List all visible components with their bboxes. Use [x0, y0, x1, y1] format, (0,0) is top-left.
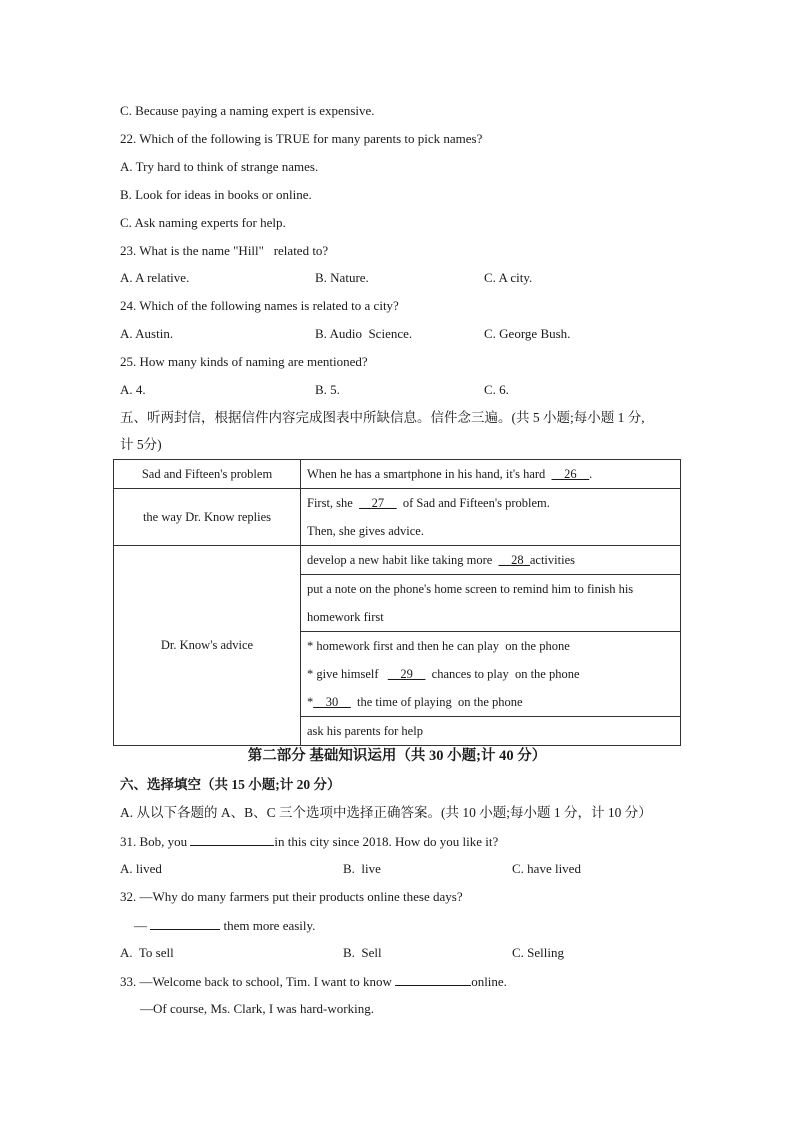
section6-title: 六、选择填空（共 15 小题;计 20 分）	[120, 777, 341, 792]
q24-option-c: C. George Bush.	[484, 326, 571, 341]
q31-blank	[190, 833, 274, 846]
q25-question: 25. How many kinds of naming are mentioned?	[120, 354, 368, 369]
q32-option-a: A. To sell	[120, 945, 174, 960]
part2-title: 第二部分 基础知识运用（共 30 小题;计 40 分）	[247, 748, 547, 764]
q33-blank	[395, 973, 471, 986]
problem-text: When he has a smartphone in his hand, it's hard	[307, 467, 552, 481]
q33-pre: 33. —Welcome back to school, Tim. I want to know	[120, 974, 396, 989]
q31-post: in this city since 2018. How do you like it?	[274, 834, 499, 849]
q31-option-c: C. have lived	[512, 861, 581, 876]
table-row-replies	[114, 489, 681, 546]
replies-then: Then, she gives advice.	[307, 524, 424, 538]
q22-option-c: C. Ask naming experts for help.	[120, 215, 286, 230]
cell-replies-content	[301, 489, 681, 546]
section6-sub-a: A. 从以下各题的 A、B、C 三个选项中选择正确答案。(共 10 小题;每小题 1 分，计 10 分）	[120, 805, 652, 820]
q25-option-b: B. 5.	[315, 382, 340, 397]
q32-question: 32. —Why do many farmers put their products online these days?	[120, 889, 463, 904]
q32-option-b: B. Sell	[343, 945, 382, 960]
q24-option-b: B. Audio Science.	[315, 326, 413, 341]
q32-answer-line	[134, 917, 315, 934]
q24-question: 24. Which of the following names is related to a city?	[120, 298, 399, 313]
advice-3-line2-end: chances to play on the phone	[425, 667, 580, 681]
q31-pre: 31. Bob, you	[120, 834, 191, 849]
cell-problem-content	[301, 460, 681, 489]
advice-3-line3: *	[307, 695, 314, 709]
replies-first: First, she	[307, 496, 360, 510]
q33-question	[120, 973, 507, 990]
q25-option-c: C. 6.	[484, 382, 509, 397]
advice-3-line2: * give himself	[307, 667, 388, 681]
listening-table	[113, 459, 681, 746]
advice-2-line2: homework first	[307, 610, 384, 624]
q31-option-a: A. lived	[120, 861, 162, 876]
blank-26: __26__	[551, 467, 590, 481]
cell-advice-2	[301, 575, 681, 632]
table-row-problem	[114, 460, 681, 489]
q23-option-b: B. Nature.	[315, 270, 369, 285]
q22-option-a: A. Try hard to think of strange names.	[120, 159, 319, 174]
q23-question: 23. What is the name "Hill" related to?	[120, 243, 329, 258]
blank-28: __28_	[498, 553, 530, 567]
cell-advice-3	[301, 632, 681, 717]
q21-option-c: C. Because paying a naming expert is expensive.	[120, 103, 375, 118]
cell-advice-4	[301, 717, 681, 746]
q23-option-a: A. A relative.	[120, 270, 190, 285]
cell-replies-label: the way Dr. Know replies	[114, 489, 301, 546]
q25-option-a: A. 4.	[120, 382, 146, 397]
cell-problem-label: Sad and Fifteen's problem	[114, 460, 301, 489]
q23-option-c: C. A city.	[484, 270, 533, 285]
q32-post: them more easily.	[220, 918, 316, 933]
section5-instruction-line2: 计 5分)	[120, 437, 162, 452]
blank-30: __30__	[313, 695, 351, 709]
section5-instruction-line1: 五、听两封信，根据信件内容完成图表中所缺信息。信件念三遍。(共 5 小题;每小题 1 分,	[120, 410, 645, 425]
advice-3-line1: * homework first and then he can play on the phone	[307, 639, 570, 653]
q33-post: online.	[471, 974, 507, 989]
q33-reply: —Of course, Ms. Clark, I was hard-working.	[140, 1001, 374, 1016]
q22-question: 22. Which of the following is TRUE for many parents to pick names?	[120, 131, 483, 146]
blank-29: __29__	[387, 667, 426, 681]
table-row-advice-1	[114, 546, 681, 575]
cell-advice-label: Dr. Know's advice	[114, 546, 301, 746]
problem-end: .	[589, 467, 593, 481]
q31-question	[120, 833, 498, 850]
advice-4-text: ask his parents for help	[307, 724, 423, 738]
q22-option-b: B. Look for ideas in books or online.	[120, 187, 312, 202]
blank-27: __27__	[359, 496, 397, 510]
advice-2-line1: put a note on the phone's home screen to remind him to finish his	[307, 582, 634, 596]
q31-option-b: B. live	[343, 861, 381, 876]
advice-3-line3-end: the time of playing on the phone	[350, 695, 523, 709]
q32-blank	[150, 917, 220, 930]
q24-option-a: A. Austin.	[120, 326, 174, 341]
q32-dash: —	[134, 918, 151, 933]
advice-1-end: activities	[529, 553, 575, 567]
cell-advice-1	[301, 546, 681, 575]
q32-option-c: C. Selling	[512, 945, 565, 960]
advice-1-text: develop a new habit like taking more	[307, 553, 499, 567]
replies-first-end: of Sad and Fifteen's problem.	[396, 496, 550, 510]
